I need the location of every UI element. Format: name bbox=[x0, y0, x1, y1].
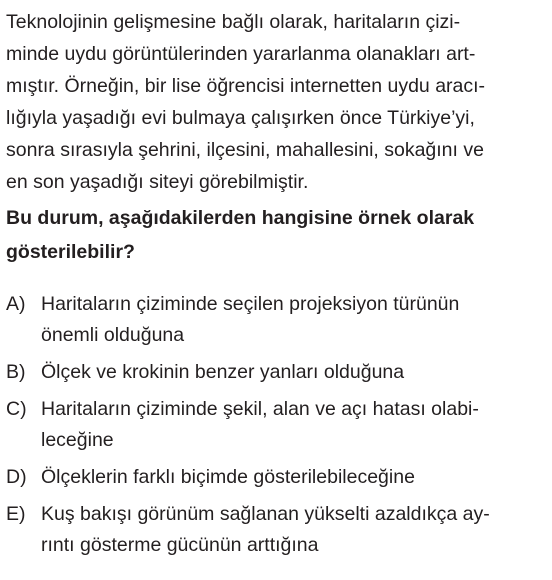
option-line: leceğine bbox=[41, 429, 114, 451]
stem-line: mıştır. Örneğin, bir lise öğrencisi internetten uydu aracı- bbox=[6, 75, 486, 97]
option-line: rıntı gösterme gücünün arttığına bbox=[41, 534, 319, 556]
stem-line: minde uydu görüntülerinden yararlanma olanakları art- bbox=[6, 43, 476, 65]
question-line: gösterilebilir? bbox=[6, 241, 135, 263]
option-a[interactable] bbox=[6, 289, 542, 351]
question-prompt bbox=[6, 201, 542, 269]
option-line: Kuş bakışı görünüm sağlanan yükselti azaldıkça ay- bbox=[41, 503, 490, 525]
option-text bbox=[41, 394, 542, 456]
option-d[interactable] bbox=[6, 462, 542, 493]
option-text bbox=[41, 357, 542, 388]
stem-line: en son yaşadığı siteyi görebilmiştir. bbox=[6, 171, 309, 193]
question-line: Bu durum, aşağıdakilerden hangisine örnek olarak bbox=[6, 207, 475, 229]
option-line: Haritaların çiziminde şekil, alan ve açı hatası olabi- bbox=[41, 398, 479, 420]
option-text bbox=[41, 289, 542, 351]
option-line: Ölçek ve krokinin benzer yanları olduğuna bbox=[41, 361, 405, 383]
option-line: Ölçeklerin farklı biçimde gösterilebileceğine bbox=[41, 466, 415, 488]
option-letter: B) bbox=[6, 361, 26, 383]
answer-options bbox=[6, 289, 542, 561]
option-line: Haritaların çiziminde seçilen projeksiyon türünün bbox=[41, 293, 460, 315]
option-e[interactable] bbox=[6, 499, 542, 561]
stem-line: lığıyla yaşadığı evi bulmaya çalışırken önce Türkiye’yi, bbox=[6, 107, 475, 129]
option-letter: E) bbox=[6, 503, 26, 525]
option-letter: A) bbox=[6, 293, 26, 315]
option-text bbox=[41, 499, 542, 561]
stem-line: sonra sırasıyla şehrini, ilçesini, mahallesini, sokağını ve bbox=[6, 139, 484, 161]
question-stem bbox=[6, 6, 542, 198]
stem-line: Teknolojinin gelişmesine bağlı olarak, haritaların çizi- bbox=[6, 11, 461, 33]
option-c[interactable] bbox=[6, 394, 542, 456]
option-b[interactable] bbox=[6, 357, 542, 388]
option-letter: D) bbox=[6, 466, 27, 488]
option-text bbox=[41, 462, 542, 493]
option-line: önemli olduğuna bbox=[41, 324, 185, 346]
option-letter: C) bbox=[6, 398, 27, 420]
